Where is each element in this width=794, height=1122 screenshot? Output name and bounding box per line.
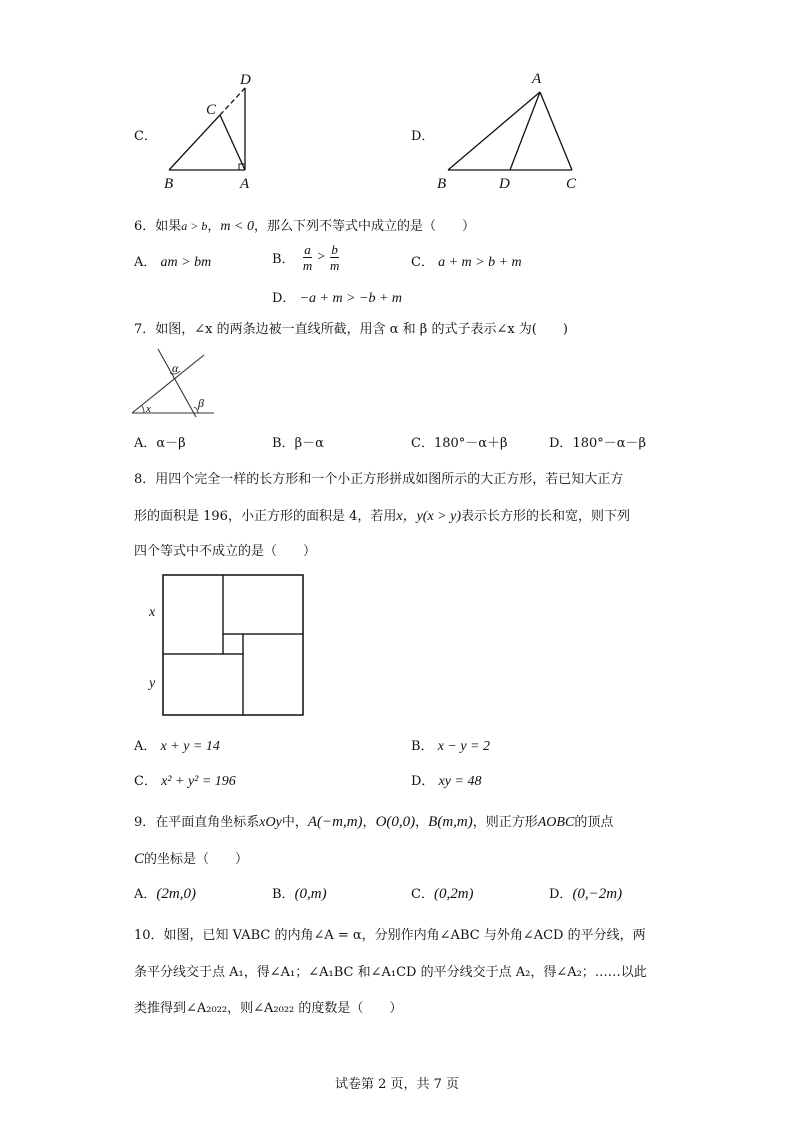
q9-stem-line1: 9．在平面直角坐标系xOy中，A(−m,m)，O(0,0)，B(m,m)，则正方形AOBC的顶点 [134,814,614,830]
q5-option-c-label: C． [134,129,157,144]
q6-b-frac-left: $\frac{a}{m}$ [302,242,313,273]
q8-stem-line2: 形的面积是 196，小正方形的面积是 4，若用x，y(x > y)表示长方形的长和宽，则下列 [134,509,631,524]
q6-option-c[interactable]: C． a + m > b + m [411,255,522,270]
q8-stem-line3: 四个等式中不成立的是（ ） [134,544,317,559]
page-footer: 试卷第 2 页，共 7 页 [334,1077,460,1092]
q6-option-b[interactable]: B． $\frac{a}{m}$ > $\frac{b}{m}$ [272,242,340,273]
q6-b-frac-right: $\frac{b}{m}$ [329,242,340,273]
q8-option-b[interactable]: B． x − y = 2 [411,739,491,754]
q8-fig-x: x [149,605,156,620]
q5d-label-c: C [566,176,577,192]
q10-stem-line3: 类推得到∠A₂₀₂₂，则∠A₂₀₂₂ 的度数是（ ） [134,1001,403,1016]
q7-stem: 7．如图，∠x 的两条边被一直线所截，用含 α 和 β 的式子表示∠x 为( ) [134,322,568,337]
q8-figure [162,574,307,719]
q8-option-d[interactable]: D． xy = 48 [411,774,482,789]
q5-option-d-label: D． [411,129,435,144]
q7-option-b[interactable]: B．β－α [272,436,324,451]
q5c-label-c: C [206,102,217,118]
q8-option-c[interactable]: C． x² + y² = 196 [134,774,236,789]
q7-option-c[interactable]: C．180°－α＋β [411,436,508,451]
q5-figure-d [440,70,600,190]
q8-option-a[interactable]: A． x + y = 14 [134,739,220,754]
q7-option-a[interactable]: A．α－β [134,436,186,451]
q5c-label-d: D [240,72,251,88]
q8-stem-line1: 8．用四个完全一样的长方形和一个小正方形拼成如图所示的大正方形，若已知大正方 [134,472,624,487]
q5d-label-d: D [499,176,510,192]
q9-option-d[interactable]: D．(0,−2m) [549,886,623,902]
q5d-label-a: A [532,71,542,87]
q8-fig-y: y [149,676,156,691]
q7-fig-x: x [146,403,151,415]
q7-fig-beta: β [198,396,204,410]
q5c-label-a: A [240,176,250,192]
q10-stem-line2: 条平分线交于点 A₁，得∠A₁；∠A₁BC 和∠A₁CD 的平分线交于点 A₂，得∠A₂；……以此 [134,965,647,980]
q9-option-b[interactable]: B．(0,m) [272,886,327,902]
q6-option-d[interactable]: D． −a + m > −b + m [272,291,403,306]
q7-figure [128,345,228,425]
q7-option-d[interactable]: D．180°－α－β [549,436,647,451]
q5d-label-b: B [437,176,447,192]
q9-option-c[interactable]: C．(0,2m) [411,886,474,902]
q9-option-a[interactable]: A．(2m,0) [134,886,196,902]
q6-option-a[interactable]: A． am > bm [134,255,212,270]
q7-fig-alpha: α [172,361,179,375]
q5c-label-b: B [164,176,174,192]
q9-stem-line2: C的坐标是（ ） [134,851,249,867]
q5-figure-c [155,70,275,190]
q6-stem: 6．如果a > b，m < 0，那么下列不等式中成立的是（ ） [134,219,475,234]
q10-stem-line1: 10．如图，已知 VABC 的内角∠A = α，分别作内角∠ABC 与外角∠ACD 的平分线，两 [134,928,646,943]
